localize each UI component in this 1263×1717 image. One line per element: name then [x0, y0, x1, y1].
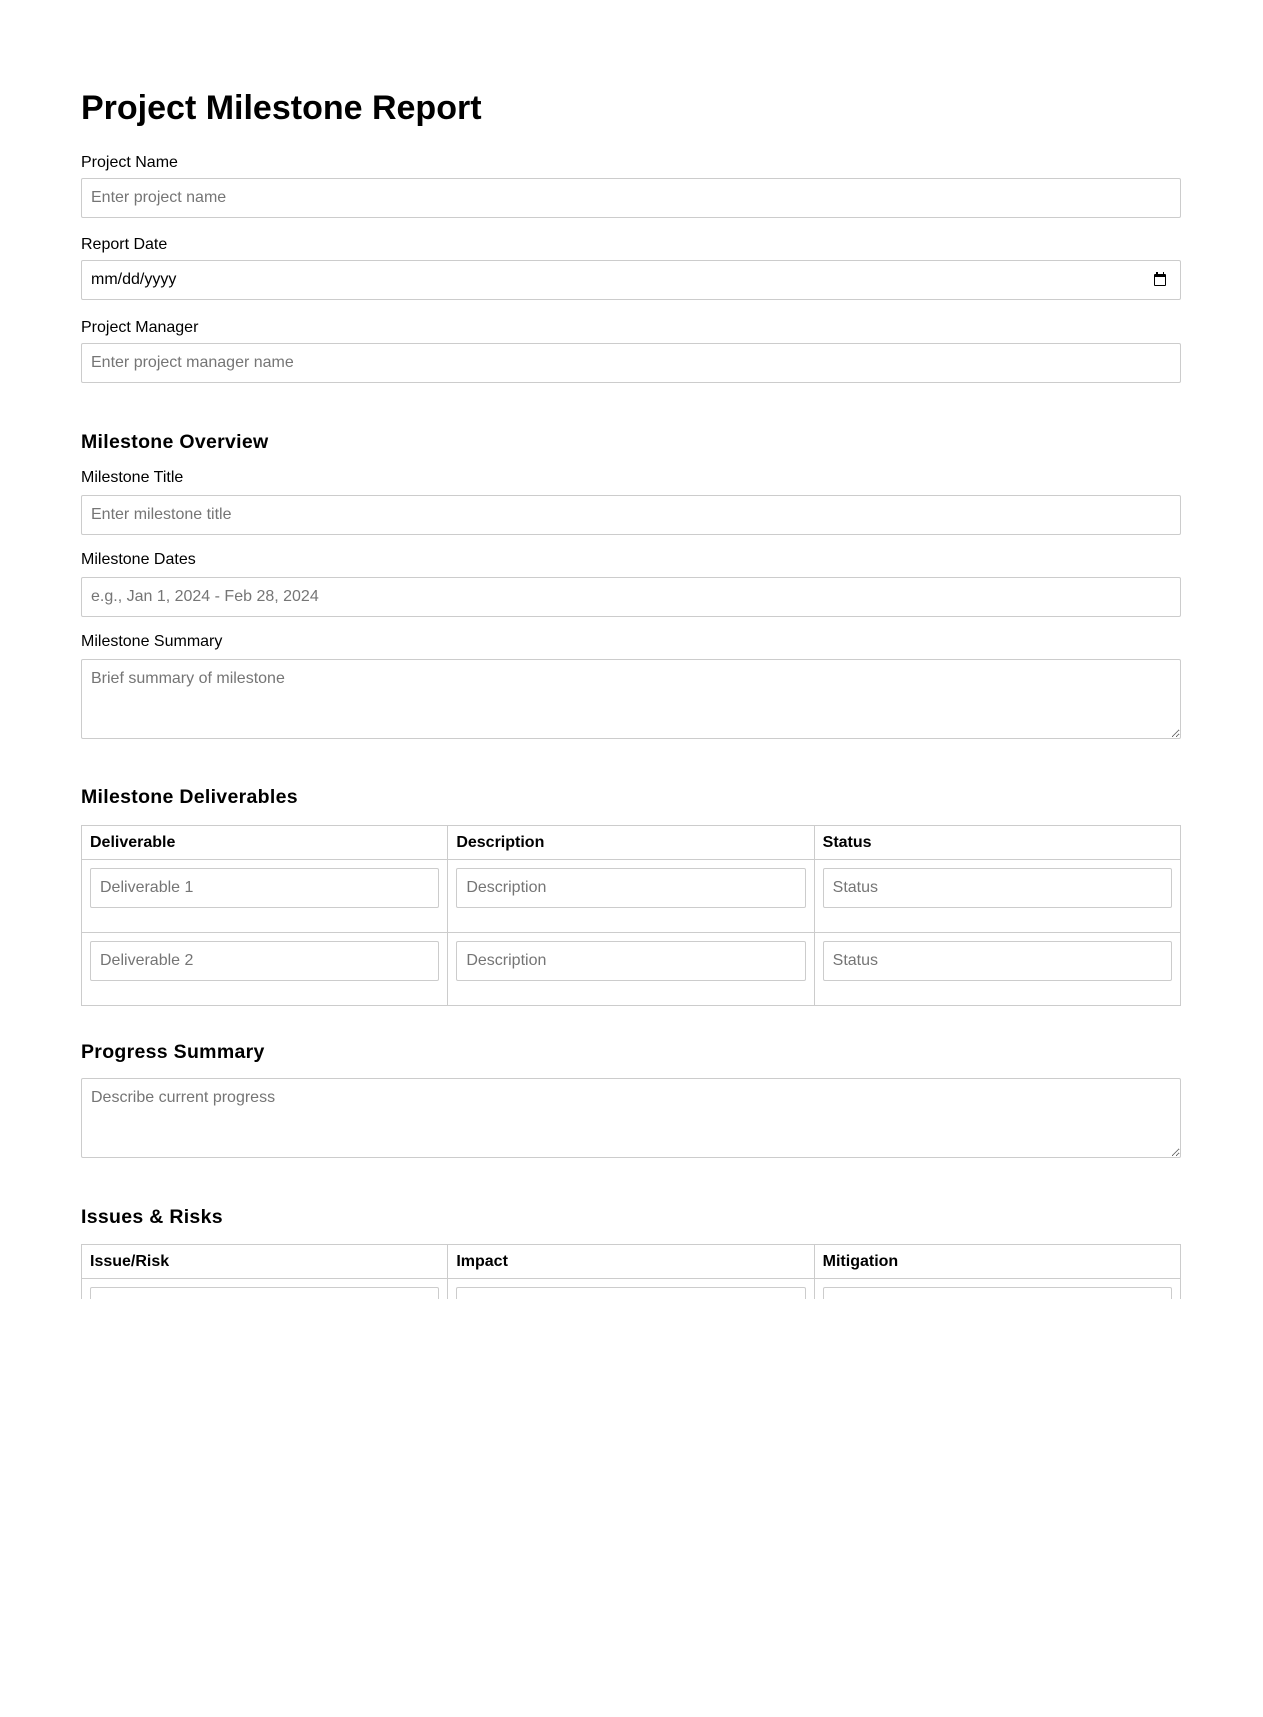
calendar-icon[interactable]	[1154, 274, 1166, 286]
milestone-title-label: Milestone Title	[81, 469, 184, 486]
status-input[interactable]	[823, 868, 1172, 908]
deliverables-heading: Milestone Deliverables	[81, 786, 298, 808]
report-date-label: Report Date	[81, 236, 168, 253]
issues-risks-table	[81, 1244, 1181, 1299]
milestone-dates-input[interactable]	[81, 577, 1181, 617]
milestone-overview-heading: Milestone Overview	[81, 431, 269, 453]
table-cell	[814, 860, 1180, 933]
column-header-deliverable: Deliverable	[82, 826, 448, 860]
project-name-label: Project Name	[81, 154, 178, 171]
deliverables-table	[81, 825, 1181, 1006]
mitigation-input[interactable]	[823, 1287, 1172, 1299]
column-header-status: Status	[814, 826, 1180, 860]
column-header-description: Description	[448, 826, 814, 860]
milestone-summary-label: Milestone Summary	[81, 633, 223, 650]
column-header-impact: Impact	[448, 1245, 814, 1279]
table-cell	[82, 1279, 448, 1300]
page-title: Project Milestone Report	[81, 89, 482, 127]
project-manager-input[interactable]	[81, 343, 1181, 383]
table-cell	[448, 933, 814, 1006]
table-header-row	[82, 826, 1181, 860]
table-cell	[814, 1279, 1180, 1300]
column-header-issue-risk: Issue/Risk	[82, 1245, 448, 1279]
milestone-title-input[interactable]	[81, 495, 1181, 535]
table-row	[82, 933, 1181, 1006]
table-cell	[814, 933, 1180, 1006]
description-input[interactable]	[456, 868, 805, 908]
status-input[interactable]	[823, 941, 1172, 981]
progress-summary-textarea[interactable]	[81, 1078, 1181, 1158]
project-name-input[interactable]	[81, 178, 1181, 218]
progress-summary-heading: Progress Summary	[81, 1041, 265, 1063]
milestone-summary-textarea[interactable]	[81, 659, 1181, 739]
table-cell	[82, 860, 448, 933]
column-header-mitigation: Mitigation	[814, 1245, 1180, 1279]
table-cell	[82, 933, 448, 1006]
table-row	[82, 860, 1181, 933]
milestone-dates-label: Milestone Dates	[81, 551, 196, 568]
deliverable-input[interactable]	[90, 868, 439, 908]
table-row	[82, 1279, 1181, 1300]
issue-risk-input[interactable]	[90, 1287, 439, 1299]
description-input[interactable]	[456, 941, 805, 981]
table-cell	[448, 1279, 814, 1300]
deliverable-input[interactable]	[90, 941, 439, 981]
impact-input[interactable]	[456, 1287, 805, 1299]
report-date-value: mm/dd/yyyy	[91, 271, 177, 288]
table-cell	[448, 860, 814, 933]
table-header-row	[82, 1245, 1181, 1279]
project-manager-label: Project Manager	[81, 319, 199, 336]
report-date-input[interactable]	[81, 260, 1181, 300]
issues-risks-heading: Issues & Risks	[81, 1206, 223, 1228]
